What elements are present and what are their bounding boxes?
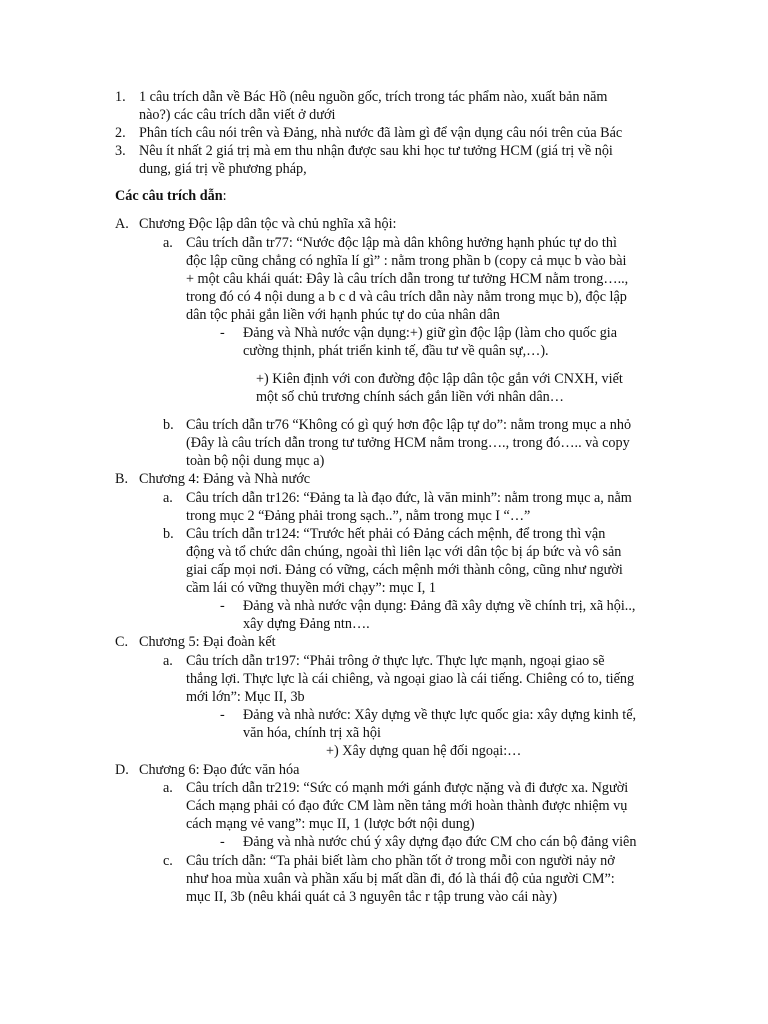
item-line: mục II, 3b (nêu khái quát cả 3 nguyên tắc r tập trung vào cái này) xyxy=(186,889,558,905)
item-letter: a. xyxy=(163,780,173,796)
dash-bullet: - xyxy=(220,598,225,614)
item-line: Câu trích dẫn tr77: “Nước độc lập mà dân không hưởng hạnh phúc tự do thì xyxy=(186,235,617,251)
item-line: như hoa mùa xuân và phần xấu bị mất dần đi, đó là thái độ của người CM”: xyxy=(186,871,615,887)
section-title: Chương 5: Đại đoàn kết xyxy=(139,634,276,650)
item-line: dân tộc phải gắn liền với hạnh phúc tự do của nhân dân xyxy=(186,307,500,323)
question-1-number: 1. xyxy=(115,89,126,105)
dash-bullet: - xyxy=(220,707,225,723)
section-title: Chương Độc lập dân tộc và chủ nghĩa xã hội: xyxy=(139,216,397,232)
question-2-number: 2. xyxy=(115,125,126,141)
item-line: Câu trích dẫn tr76 “Không có gì quý hơn độc lập tự do”: nằm trong mục a nhỏ xyxy=(186,417,632,433)
dash-line: Đảng và nhà nước: Xây dựng về thực lực quốc gia: xây dựng kinh tế, xyxy=(243,707,637,723)
item-line: động và tổ chức dân chúng, ngoài thì liên lạc với dân tộc bị áp bức và vô sản xyxy=(186,544,622,560)
plus-line: +) Kiên định với con đường độc lập dân tộc gắn với CNXH, viết xyxy=(256,371,623,387)
item-line: + một câu khái quát: Đây là câu trích dẫn trong tư tưởng HCM nằm trong….., xyxy=(186,271,629,287)
dash-line: xây dựng Đảng ntn…. xyxy=(243,616,370,632)
item-line: (Đây là câu trích dẫn trong tư tưởng HCM nằm trong…., trong đó….. và copy xyxy=(186,435,630,451)
dash-line: cường thịnh, phát triển kinh tế, đầu tư về quân sự,…). xyxy=(243,343,549,359)
item-line: toàn bộ nội dung mục a) xyxy=(186,453,325,469)
item-line: Câu trích dẫn tr126: “Đảng ta là đạo đức, là văn minh”: nằm trong mục a, nằm xyxy=(186,490,632,506)
dash-line: văn hóa, chính trị xã hội xyxy=(243,725,381,741)
section-letter: A. xyxy=(115,216,129,232)
question-1-line: 1 câu trích dẫn về Bác Hồ (nêu nguồn gốc, trích trong tác phẩm nào, xuất bản năm xyxy=(139,89,608,105)
item-line: mới lớn”: Mục II, 3b xyxy=(186,689,305,705)
item-line: giai cấp mọi nơi. Đảng có vững, cách mệnh mới thành công, cũng như người xyxy=(186,562,623,578)
question-3-line: dung, giá trị về phương pháp, xyxy=(139,161,307,177)
item-line: thắng lợi. Thực lực là cái chiêng, và ngoại giao là cái tiếng. Chiêng có to, tiếng xyxy=(186,671,635,687)
section-heading-text: Các câu trích dẫn xyxy=(115,188,223,204)
section-letter: B. xyxy=(115,471,129,487)
question-3-line: Nêu ít nhất 2 giá trị mà em thu nhận được sau khi học tư tưởng HCM (giá trị về nội xyxy=(139,143,613,159)
item-line: trong mục 2 “Đảng phải trong sạch..”, nằm trong mục I “…” xyxy=(186,508,531,524)
plus-line: một số chủ trương chính sách gắn liền với nhân dân… xyxy=(256,389,564,405)
item-letter: b. xyxy=(163,417,174,433)
item-line: cầm lái có vững thuyền mới chạy”: mục I, 1 xyxy=(186,580,436,596)
item-letter: a. xyxy=(163,653,173,669)
section-heading-colon: : xyxy=(222,188,227,204)
item-line: Câu trích dẫn: “Ta phải biết làm cho phần tốt ở trong mỗi con người nảy nở xyxy=(186,853,615,869)
item-letter: b. xyxy=(163,526,174,542)
item-line: cách mạng vẻ vang”: mục II, 1 (lược bớt nội dung) xyxy=(186,816,475,832)
question-1-line: nào?) các câu trích dẫn viết ở dưới xyxy=(139,107,336,123)
dash-bullet: - xyxy=(220,325,225,341)
question-3-number: 3. xyxy=(115,143,126,159)
section-letter: C. xyxy=(115,634,129,650)
item-letter: a. xyxy=(163,490,173,506)
item-line: Câu trích dẫn tr197: “Phải trông ở thực lực. Thực lực mạnh, ngoại giao sẽ xyxy=(186,653,605,669)
section-heading xyxy=(115,187,227,206)
section-letter: D. xyxy=(115,762,129,778)
item-letter: a. xyxy=(163,235,173,251)
dash-bullet: - xyxy=(220,834,225,850)
item-line: Câu trích dẫn tr124: “Trước hết phải có Đảng cách mệnh, để trong thì vận xyxy=(186,526,606,542)
dash-line: Đảng và Nhà nước vận dụng:+) giữ gìn độc lập (làm cho quốc gia xyxy=(243,325,618,341)
item-line: Câu trích dẫn tr219: “Sức có mạnh mới gánh được nặng và đi được xa. Người xyxy=(186,780,629,796)
dash-line: Đảng và nhà nước chú ý xây dựng đạo đức CM cho cán bộ đảng viên xyxy=(243,834,637,850)
item-letter: c. xyxy=(163,853,173,869)
section-title: Chương 6: Đạo đức văn hóa xyxy=(139,762,300,778)
section-title: Chương 4: Đảng và Nhà nước xyxy=(139,471,311,487)
plus-line: +) Xây dựng quan hệ đối ngoại:… xyxy=(326,743,522,759)
question-2-line: Phân tích câu nói trên và Đảng, nhà nước đã làm gì để vận dụng câu nói trên của Bác xyxy=(139,125,623,141)
item-line: độc lập cũng chẳng có nghĩa lí gì” : nằm trong phần b (copy cả mục b vào bài xyxy=(186,253,627,269)
item-line: trong đó có 4 nội dung a b c d và câu trích dẫn này nằm trong mục b), độc lập xyxy=(186,289,627,305)
item-line: Cách mạng phải có đạo đức CM làm nền tảng mới hoàn thành được nhiệm vụ xyxy=(186,798,628,814)
dash-line: Đảng và nhà nước vận dụng: Đảng đã xây dựng về chính trị, xã hội.., xyxy=(243,598,636,614)
